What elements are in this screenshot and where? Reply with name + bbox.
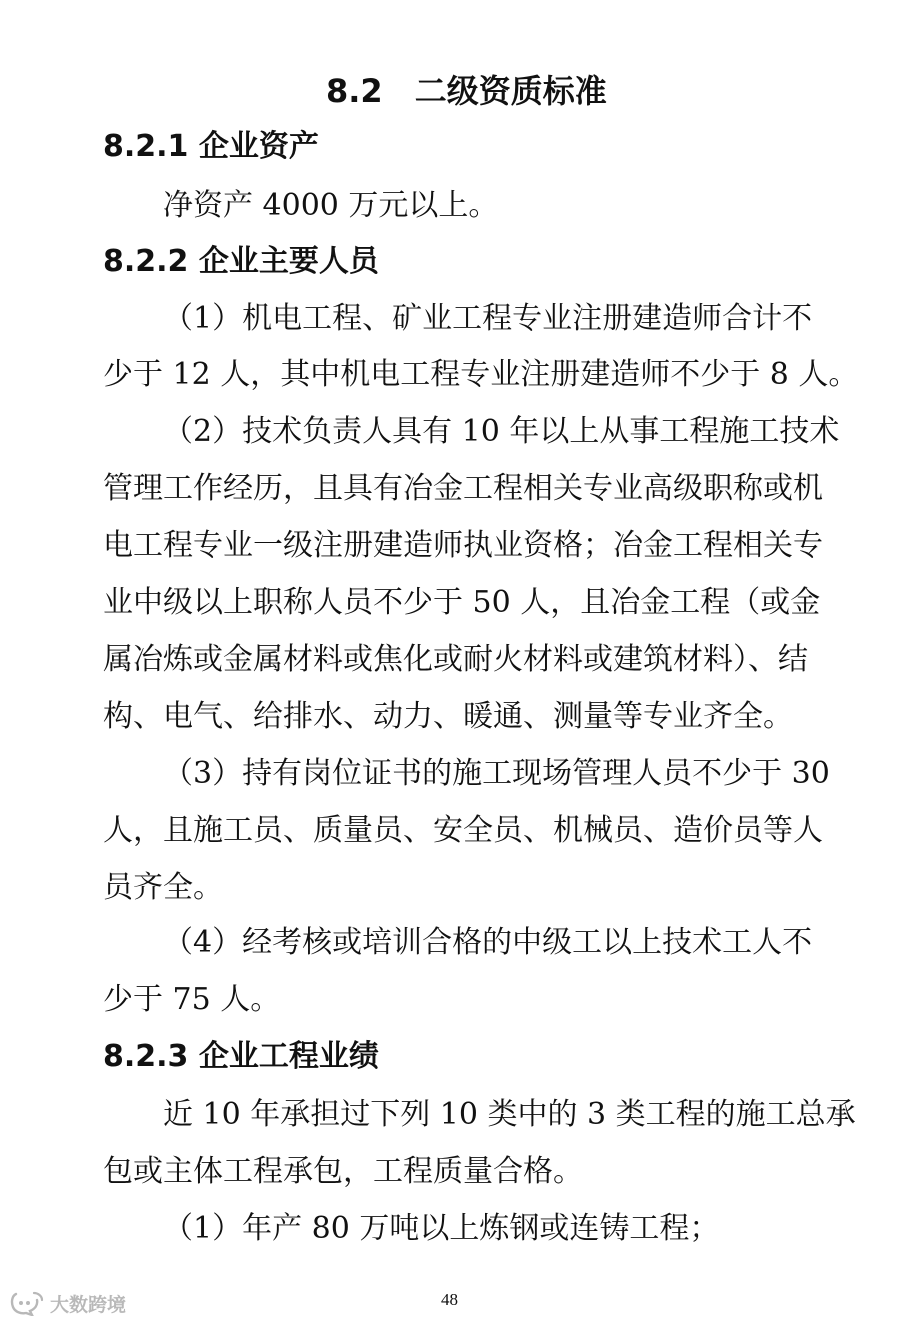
assets-text: 净资产 4000 万元以上。 bbox=[163, 188, 499, 223]
paragraph-line: 员齐全。 bbox=[103, 870, 223, 905]
paragraph-line: 业中级以上职称人员不少于 50 人，且冶金工程（或金 bbox=[103, 585, 821, 620]
paragraph-line: 少于 75 人。 bbox=[103, 982, 281, 1017]
watermark bbox=[10, 1289, 126, 1317]
chat-bubble-icon bbox=[10, 1290, 44, 1316]
paragraph-line: 近 10 年承担过下列 10 类中的 3 类工程的施工总承 bbox=[163, 1097, 856, 1132]
list-item: （1）年产 80 万吨以上炼钢或连铸工程； bbox=[163, 1211, 720, 1246]
heading-performance: 8.2.3 企业工程业绩 bbox=[103, 1039, 379, 1074]
paragraph-line: 管理工作经历，且具有冶金工程相关专业高级职称或机 bbox=[103, 471, 823, 506]
paragraph-line: 构、电气、给排水、动力、暖通、测量等专业齐全。 bbox=[103, 699, 793, 734]
paragraph-line: （2）技术负责人具有 10 年以上从事工程施工技术 bbox=[163, 414, 840, 449]
section-title: 8.2 二级资质标准 bbox=[326, 72, 607, 110]
heading-assets: 8.2.1 企业资产 bbox=[103, 129, 319, 164]
paragraph-line: （3）持有岗位证书的施工现场管理人员不少于 30 bbox=[163, 756, 830, 791]
page-number: 48 bbox=[441, 1290, 458, 1309]
paragraph-line: 电工程专业一级注册建造师执业资格；冶金工程相关专 bbox=[103, 528, 823, 563]
paragraph-line: （4）经考核或培训合格的中级工以上技术工人不 bbox=[163, 925, 813, 960]
paragraph-line: 包或主体工程承包，工程质量合格。 bbox=[103, 1154, 583, 1189]
heading-personnel: 8.2.2 企业主要人员 bbox=[103, 244, 379, 279]
paragraph-line: 人，且施工员、质量员、安全员、机械员、造价员等人 bbox=[103, 813, 823, 848]
paragraph-line: 少于 12 人，其中机电工程专业注册建造师不少于 8 人。 bbox=[103, 357, 859, 392]
watermark-text: 大数跨境 bbox=[50, 1293, 127, 1316]
paragraph-line: （1）机电工程、矿业工程专业注册建造师合计不 bbox=[163, 301, 813, 336]
paragraph-line: 属冶炼或金属材料或焦化或耐火材料或建筑材料）、结 bbox=[103, 642, 808, 677]
